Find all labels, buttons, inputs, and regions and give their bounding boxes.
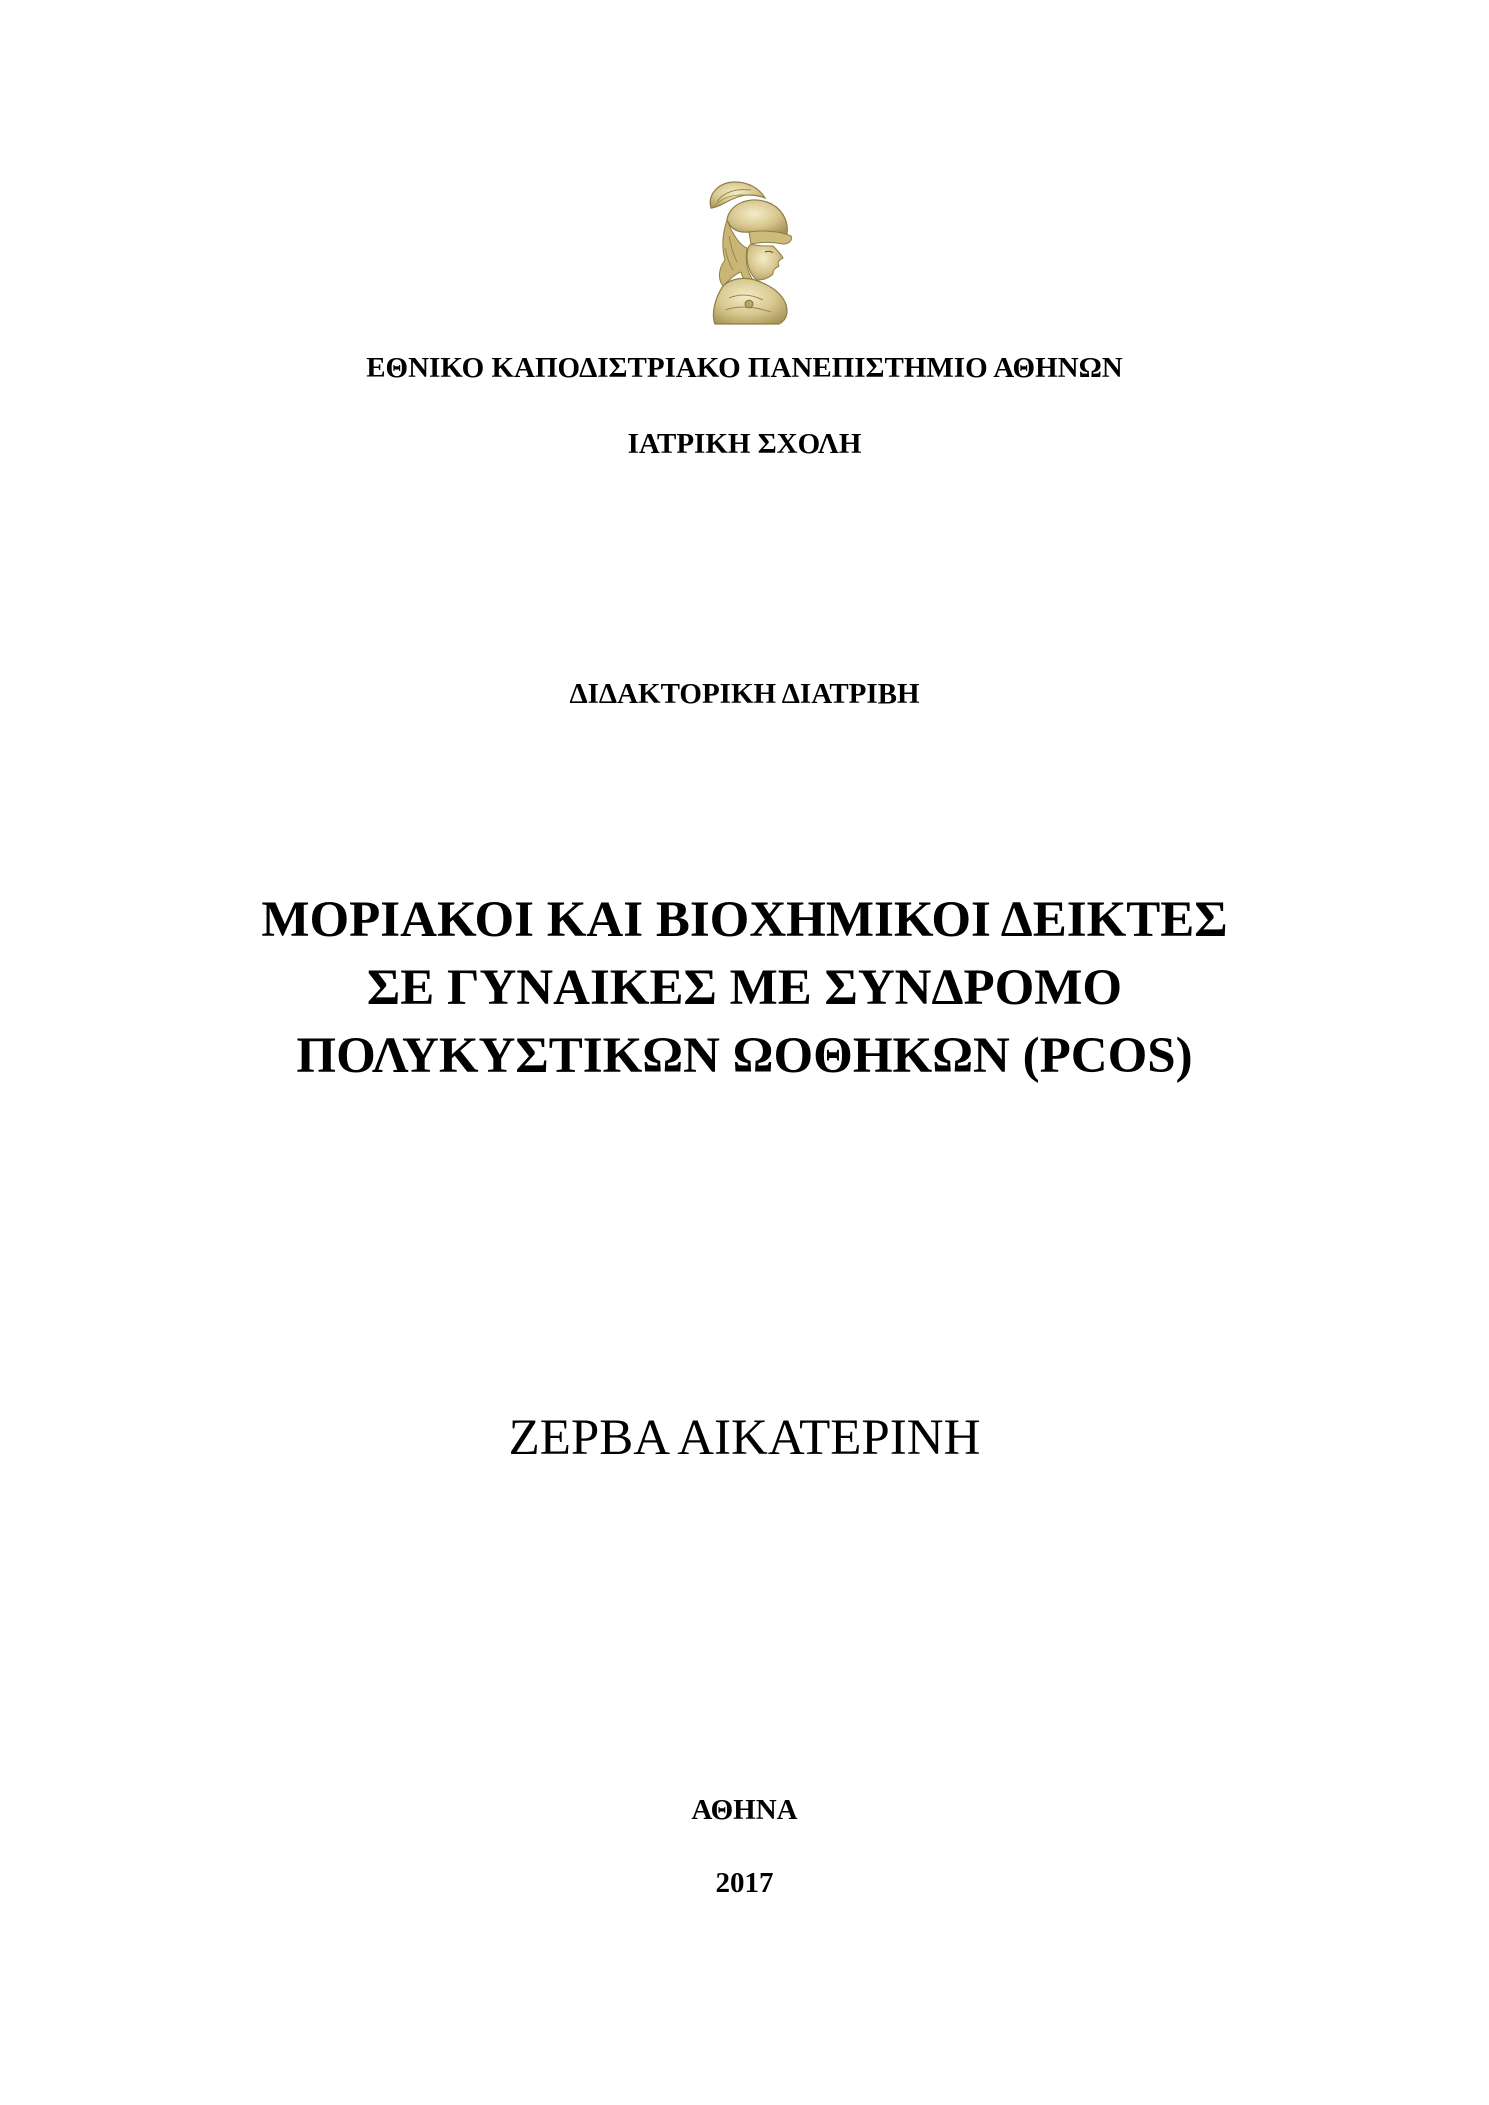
athena-helmet-emblem-icon bbox=[693, 176, 815, 326]
thesis-title-line: ΣΕ ΓΥΝΑΙΚΕΣ ΜΕ ΣΥΝΔΡΟΜΟ bbox=[366, 960, 1123, 1016]
university-logo bbox=[693, 176, 815, 326]
author-name: ΖΕΡΒΑ ΑΙΚΑΤΕΡΙΝΗ bbox=[508, 1410, 981, 1466]
city: ΑΘΗΝΑ bbox=[691, 1794, 798, 1826]
thesis-title-line: ΠΟΛΥΚΥΣΤΙΚΩΝ ΩΟΘΗΚΩΝ (PCOS) bbox=[296, 1028, 1193, 1084]
year: 2017 bbox=[715, 1867, 774, 1899]
document-type: ΔΙΔΑΚΤΟΡΙΚΗ ΔΙΑΤΡΙΒΗ bbox=[569, 678, 920, 710]
school-name: ΙΑΤΡΙΚΗ ΣΧΟΛΗ bbox=[627, 428, 862, 460]
thesis-title-line: ΜΟΡΙΑΚΟΙ ΚΑΙ ΒΙΟΧΗΜΙΚΟΙ ΔΕΙΚΤΕΣ bbox=[261, 892, 1228, 948]
university-name: ΕΘΝΙΚΟ ΚΑΠΟΔΙΣΤΡΙΑΚΟ ΠΑΝΕΠΙΣΤΗΜΙΟ ΑΘΗΝΩΝ bbox=[366, 352, 1123, 384]
